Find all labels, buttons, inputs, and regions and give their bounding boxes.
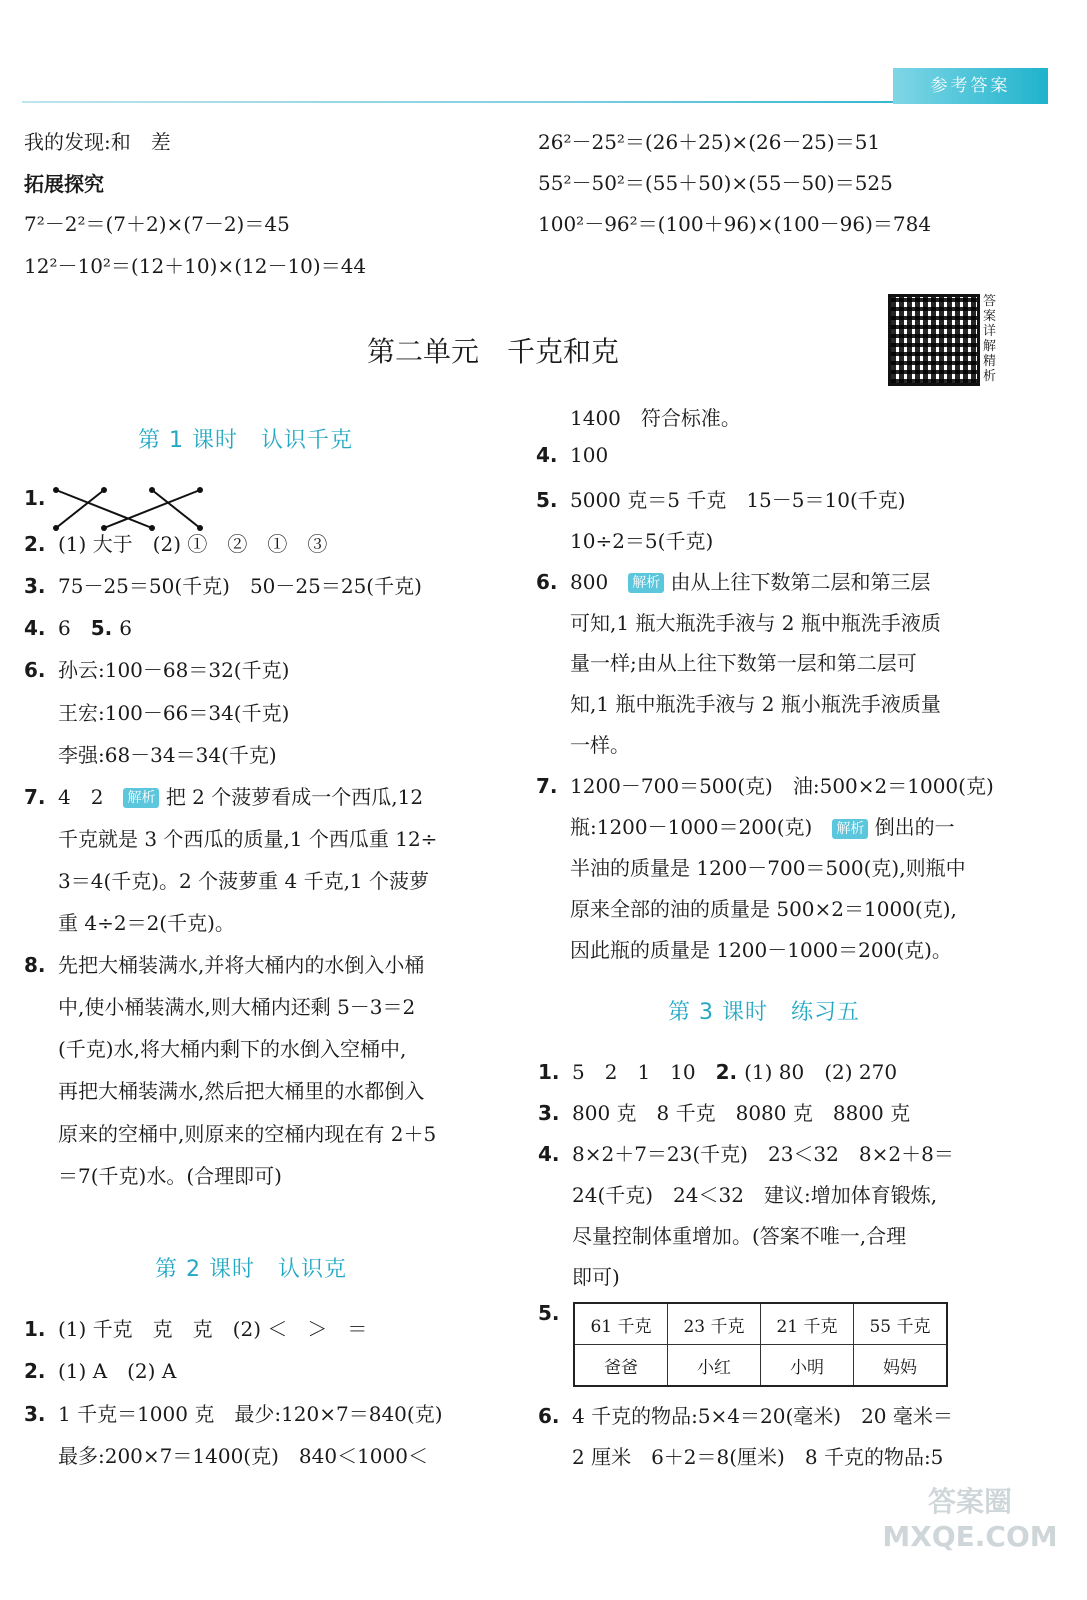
answer-text: 8×2＋7＝23(千克) 23＜32 8×2＋8＝ [572,1141,954,1166]
question-number: 7. [24,784,46,809]
answer-line [24,1355,176,1384]
answer-text: 千克就是 3 个西瓜的质量,1 个西瓜重 12÷ [58,826,438,851]
answer-line [536,607,941,636]
answer-line [24,823,437,852]
answer-line [24,1033,406,1062]
answer-line [538,1220,906,1249]
table-cell: 21 千克 [761,1303,854,1345]
lesson3-title: 第 3 课时 练习五 [668,1000,860,1025]
extension-line-3: 26²－25²＝(26＋25)×(26－25)＝51 [538,130,881,154]
answer-text: 10÷2＝5(千克) [570,528,714,553]
answer-line [24,1398,443,1427]
answer-line [24,1160,282,1189]
answer-line [24,907,235,936]
header-tag: 参考答案 [893,68,1048,104]
question-number: 8. [24,953,46,978]
answer-text: 半油的质量是 1200－700＝500(克),则瓶中 [570,855,966,880]
answer-text: (千克)水,将大桶内剩下的水倒入空桶中, [58,1037,407,1062]
question-number: 6. [24,658,46,683]
answer-text: 倒出的一 [874,815,955,839]
answer-text: 因此瓶的质量是 1200－1000＝200(克)。 [570,937,952,962]
answer-line [24,949,424,978]
header-rule [22,101,917,103]
table-cell: 爸爸 [574,1345,668,1387]
answer-text: 把 2 个菠萝看成一个西瓜,12 [165,784,424,809]
answer-text: 量一样;由从上往下数第一层和第二层可 [570,651,917,676]
answer-text: 再把大桶装满水,然后把大桶里的水都倒入 [58,1079,425,1104]
answer-text: 1200－700＝500(克) 油:500×2＝1000(克) [570,774,994,799]
question-number: 4. [536,442,558,467]
unit-title: 第二单元 千克和克 [367,335,620,368]
answer-line [24,739,277,768]
answer-line [538,1441,943,1470]
answer-line [536,852,966,881]
table-cell: 61 千克 [574,1303,668,1345]
analysis-badge: 解析 [628,573,664,593]
question-number: 6. [538,1404,560,1428]
answer-line [536,402,741,431]
answer-text: 瓶:1200－1000＝200(克) [570,815,833,839]
question-number: 7. [536,774,558,799]
answer-text: 孙云:100－68＝32(千克) [58,658,290,683]
analysis-badge: 解析 [832,819,868,839]
answer-text: 中,使小桶装满水,则大桶内还剩 5－3＝2 [58,995,416,1020]
question-number: 3. [24,1401,46,1426]
extension-line-5: 100²－96²＝(100＋96)×(100－96)＝784 [538,212,932,236]
answer-text: ＝7(千克)水。(合理即可) [58,1163,282,1188]
question-number: 4. [538,1141,560,1166]
answer-line [24,1075,424,1104]
answer-text: (1) 80 (2) 270 [744,1060,898,1084]
question-number: 3. [538,1100,560,1125]
question-number: 4. [24,616,46,641]
answer-text: 2 厘米 6＋2＝8(厘米) 8 千克的物品:5 [572,1445,944,1469]
answer-line [24,1440,428,1469]
analysis-badge: 解析 [123,788,159,808]
weight-table [573,1302,948,1387]
answer-text: 原来的空桶中,则原来的空桶内现在有 2＋5 [58,1121,437,1146]
answer-line [24,570,422,599]
answer-line [24,612,132,641]
answer-line [536,647,917,676]
qr-code-icon[interactable] [888,294,980,386]
extension-line-4: 55²－50²＝(55＋50)×(55－50)＝525 [538,171,893,195]
answer-text: (1) 大于 (2) ① ② ① ③ [58,532,328,557]
answer-text: 可知,1 瓶大瓶洗手液与 2 瓶中瓶洗手液质 [570,610,941,635]
answer-text: 4 2 [58,784,124,809]
table-cell: 妈妈 [854,1345,948,1387]
answer-text: 最多:200×7＝1400(克) 840＜1000＜ [58,1443,428,1468]
answer-text: 4 千克的物品:5×4＝20(毫米) 20 毫米＝ [572,1404,953,1428]
question-number: 5. [538,1301,560,1326]
answer-text: 5 2 1 10 [572,1060,716,1084]
answer-text: 1 千克＝1000 克 最少:120×7＝840(克) [58,1401,443,1426]
answer-line [536,566,931,595]
answer-line [538,1301,572,1325]
question-number: 1. [24,486,46,510]
lesson1-title: 第 1 课时 认识千克 [138,428,353,453]
question-number: 5. [536,487,558,512]
answer-text: 尽量控制体重增加。(答案不唯一,合理 [572,1223,907,1248]
answer-line [536,443,608,467]
answer-line [24,991,415,1020]
question-number: 3. [24,574,46,599]
answer-line [538,1400,953,1429]
answer-text: 知,1 瓶中瓶洗手液与 2 瓶小瓶洗手液质量 [570,692,941,717]
answer-text: 1400 符合标准。 [570,406,741,430]
table-cell: 小红 [668,1345,761,1387]
answer-text: 75－25＝50(千克) 50－25＝25(千克) [58,574,422,599]
answer-line [536,893,957,922]
answer-line [24,1118,436,1147]
answer-text: (1) 千克 克 克 (2) ＜ ＞ ＝ [58,1317,368,1341]
answer-line [538,1138,954,1167]
matching-lines-diagram [52,480,212,540]
answer-line [536,934,952,963]
answer-text: 重 4÷2＝2(千克)。 [58,911,235,935]
lesson2-title: 第 2 课时 认识克 [155,1257,347,1282]
table-cell: 小明 [761,1345,854,1387]
answer-text: 即可) [572,1264,620,1289]
answer-line [24,697,289,726]
question-number: 6. [536,569,558,594]
question-number: 5. [90,616,120,641]
extension-line-1: 7²－2²＝(7＋2)×(7－2)＝45 [24,212,290,236]
extension-line-2: 12²－10²＝(12＋10)×(12－10)＝44 [24,254,367,278]
question-number: 2. [24,1359,46,1384]
table-cell: 55 千克 [854,1303,948,1345]
extension-heading: 拓展探究 [24,172,104,196]
answer-text: 原来全部的油的质量是 500×2＝1000(克), [570,896,957,921]
answer-text: 6 [58,616,91,641]
answer-text: 由从上往下数第二层和第三层 [670,569,931,594]
question-number: 1. [538,1060,560,1084]
answer-text: 800 克 8 千克 8080 克 8800 克 [572,1100,911,1125]
answer-line [536,484,906,513]
answer-text: 王宏:100－66＝34(千克) [58,700,290,725]
answer-line [24,1313,367,1342]
answer-line [538,1179,937,1208]
answer-line [24,654,289,683]
answer-text: 3＝4(千克)。2 个菠萝重 4 千克,1 个菠萝 [58,868,430,893]
answer-line [24,865,429,894]
table-cell: 23 千克 [668,1303,761,1345]
answer-line [538,1261,620,1290]
question-number: 1. [24,1317,46,1341]
question-number: 2. [715,1060,745,1084]
answer-text: 24(千克) 24＜32 建议:增加体育锻炼, [572,1182,938,1207]
watermark-logo: 答案圈 MXQE.COM [882,1485,1058,1553]
answer-line [536,811,955,840]
answer-line [24,781,423,810]
answer-text: 一样。 [570,733,630,758]
discovery-line: 我的发现:和 差 [24,130,171,154]
answer-text: 800 [570,569,629,594]
answer-line [536,688,941,717]
answer-text: 李强:68－34＝34(千克) [58,742,277,767]
answer-line [536,525,713,554]
answer-text: 6 [119,616,132,641]
answer-line [538,1097,910,1126]
answer-line [536,770,994,799]
qr-label: 答案详解精析 [983,294,997,384]
answer-text: 先把大桶装满水,并将大桶内的水倒入小桶 [58,953,425,978]
answer-text: 100 [570,442,609,467]
answer-line [538,1056,897,1085]
answer-line [536,729,630,758]
answer-text: 5000 克＝5 千克 15－5＝10(千克) [570,487,906,512]
answer-text: (1) A (2) A [58,1359,177,1384]
question-number: 2. [24,532,46,557]
